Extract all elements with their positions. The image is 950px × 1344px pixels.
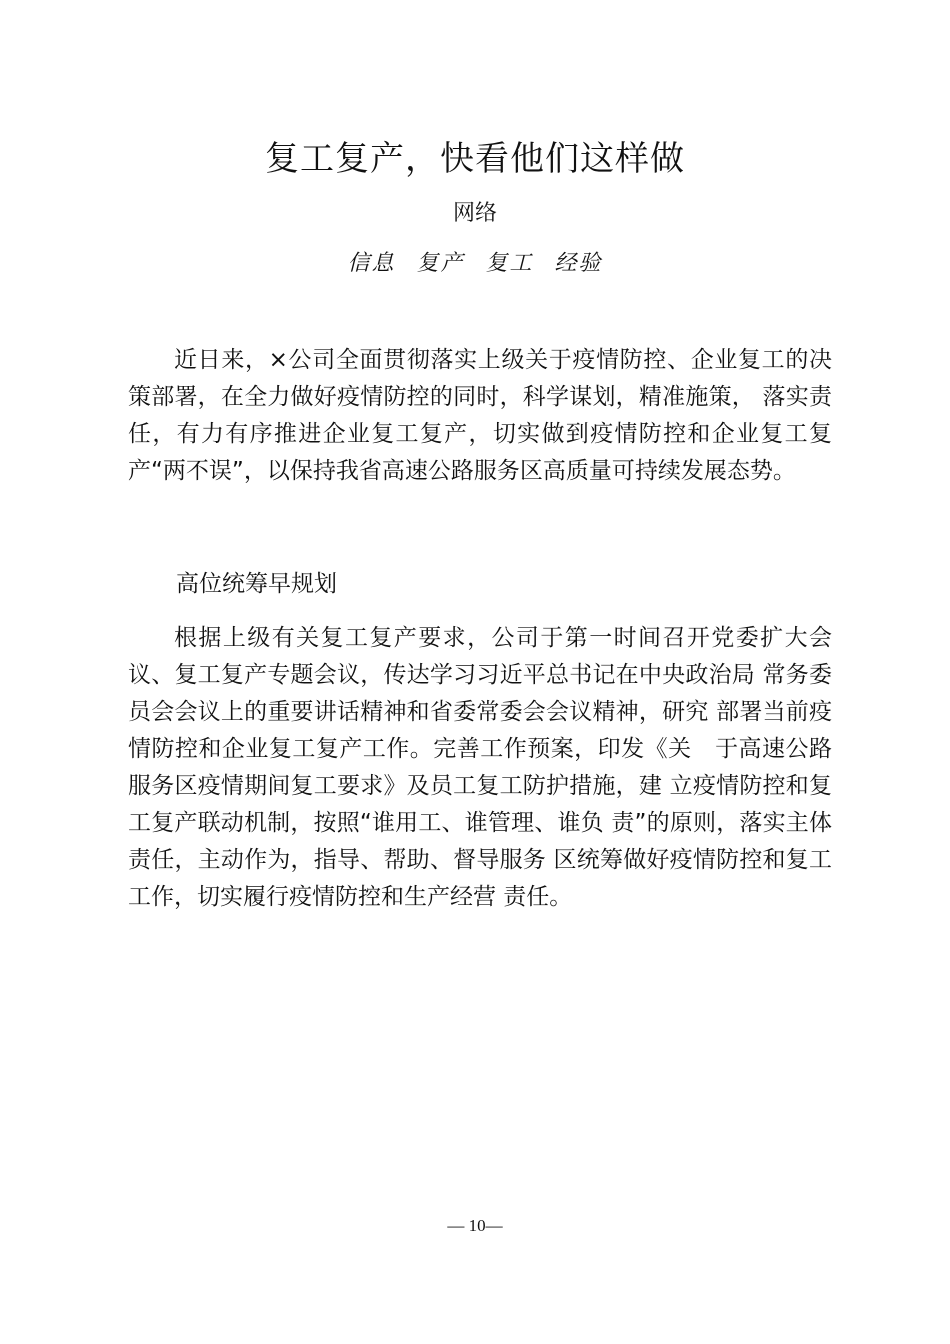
- page-number: — 10—: [447, 1216, 503, 1235]
- body-paragraph: 根据上级有关复工复产要求，公司于第一时间召开党委扩大会议、复工复产专题会议，传达学习习近平总书记在中央政治局 常务委员会会议上的重要讲话精神和省委常委会会议精神，研究 部署当前疫情防控和企业复工复产工作。完善工作预案，印发《关 于高速公路服务区疫情期间复工要求》及员工复工防护措施，建 立疫情防控和复工复产联动机制，按照“谁用工、谁管理、谁负 责”的原则，落实主体责任，主动作为，指导、帮助、督导服务 区统筹做好疫情防控和复工工作，切实履行疫情防控和生产经营 责任。: [128, 625, 832, 910]
- intro-paragraph: 近日来，×公司全面贯彻落实上级关于疫情防控、企业复工的决策部署，在全力做好疫情防控的同时，科学谋划，精准施策， 落实责任，有力有序推进企业复工复产，切实做到疫情防控和企业复工复产“两不误”，以保持我省高速公路服务区高质量可持续发展态势。: [128, 347, 832, 484]
- article-keywords: [0, 248, 950, 280]
- keyword: 经验: [554, 251, 603, 276]
- article-title: 复工复产，快看他们这样做: [265, 139, 685, 179]
- keyword: 复工: [485, 251, 534, 276]
- keyword: 复产: [416, 251, 465, 276]
- keyword: 信息: [347, 251, 396, 276]
- section-heading: 高位统筹早规划: [176, 571, 337, 597]
- article-author: 网络: [452, 201, 497, 226]
